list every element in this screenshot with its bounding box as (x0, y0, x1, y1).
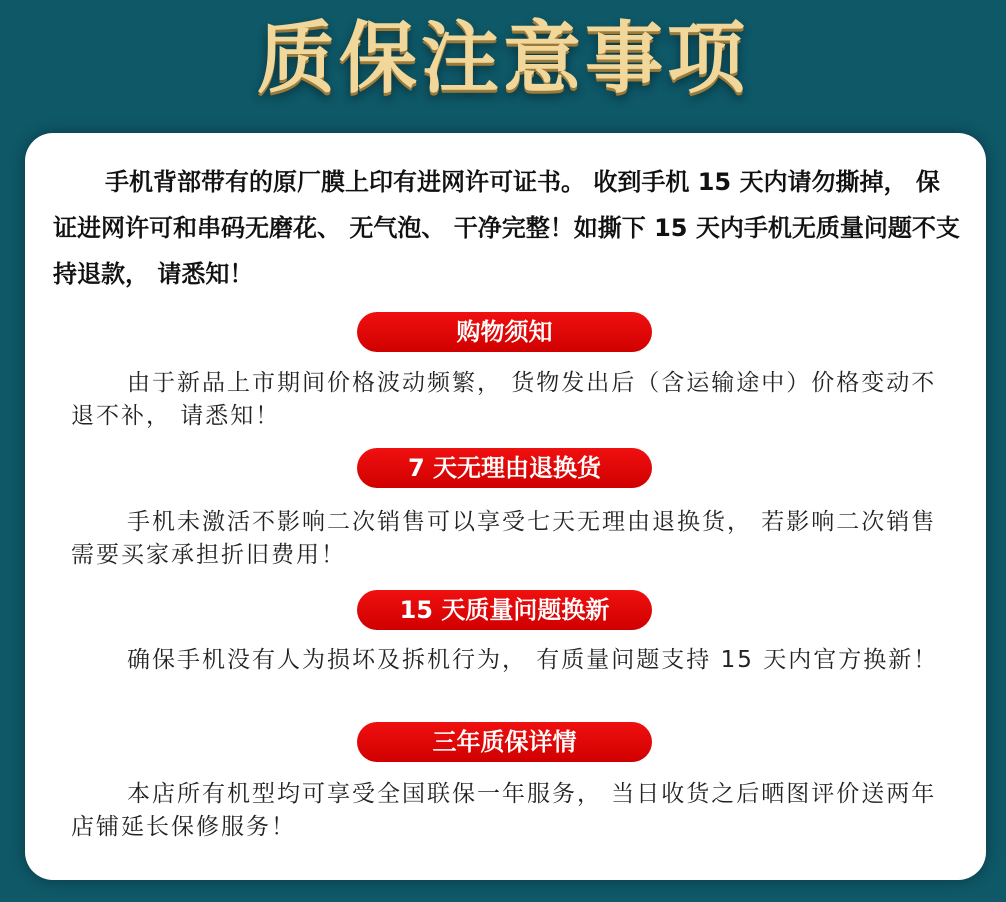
section-text-7-day-return: 手机未激活不影响二次销售可以享受七天无理由退换货， 若影响二次销售需要买家承担折旧费用！ (71, 509, 937, 568)
page-title: 质保注意事项 (256, 13, 749, 104)
section-text-15-day-replacement: 确保手机没有人为损坏及拆机行为， 有质量问题支持 15 天内官方换新！ (127, 647, 939, 673)
section-heading-15-day-replacement: 15 天质量问题换新 (357, 590, 652, 630)
section-heading-warranty-details: 三年质保详情 (357, 722, 652, 762)
section-text-warranty-details: 本店所有机型均可享受全国联保一年服务， 当日收货之后晒图评价送两年店铺延长保修服务！ (71, 781, 937, 840)
info-card (25, 133, 986, 880)
section-heading-7-day-return: 7 天无理由退换货 (357, 448, 652, 488)
section-heading-shopping-notice: 购物须知 (357, 312, 652, 352)
intro-text: 手机背部带有的原厂膜上印有进网许可证书。 收到手机 15 天内请勿撕掉， 保证进网许可和串码无磨花、 无气泡、 干净完整！如撕下 15 天内手机无质量问题不支持退款， 请悉知！ (53, 168, 960, 288)
section-text-shopping-notice: 由于新品上市期间价格波动频繁， 货物发出后（含运输途中）价格变动不退不补， 请悉知！ (71, 370, 937, 429)
